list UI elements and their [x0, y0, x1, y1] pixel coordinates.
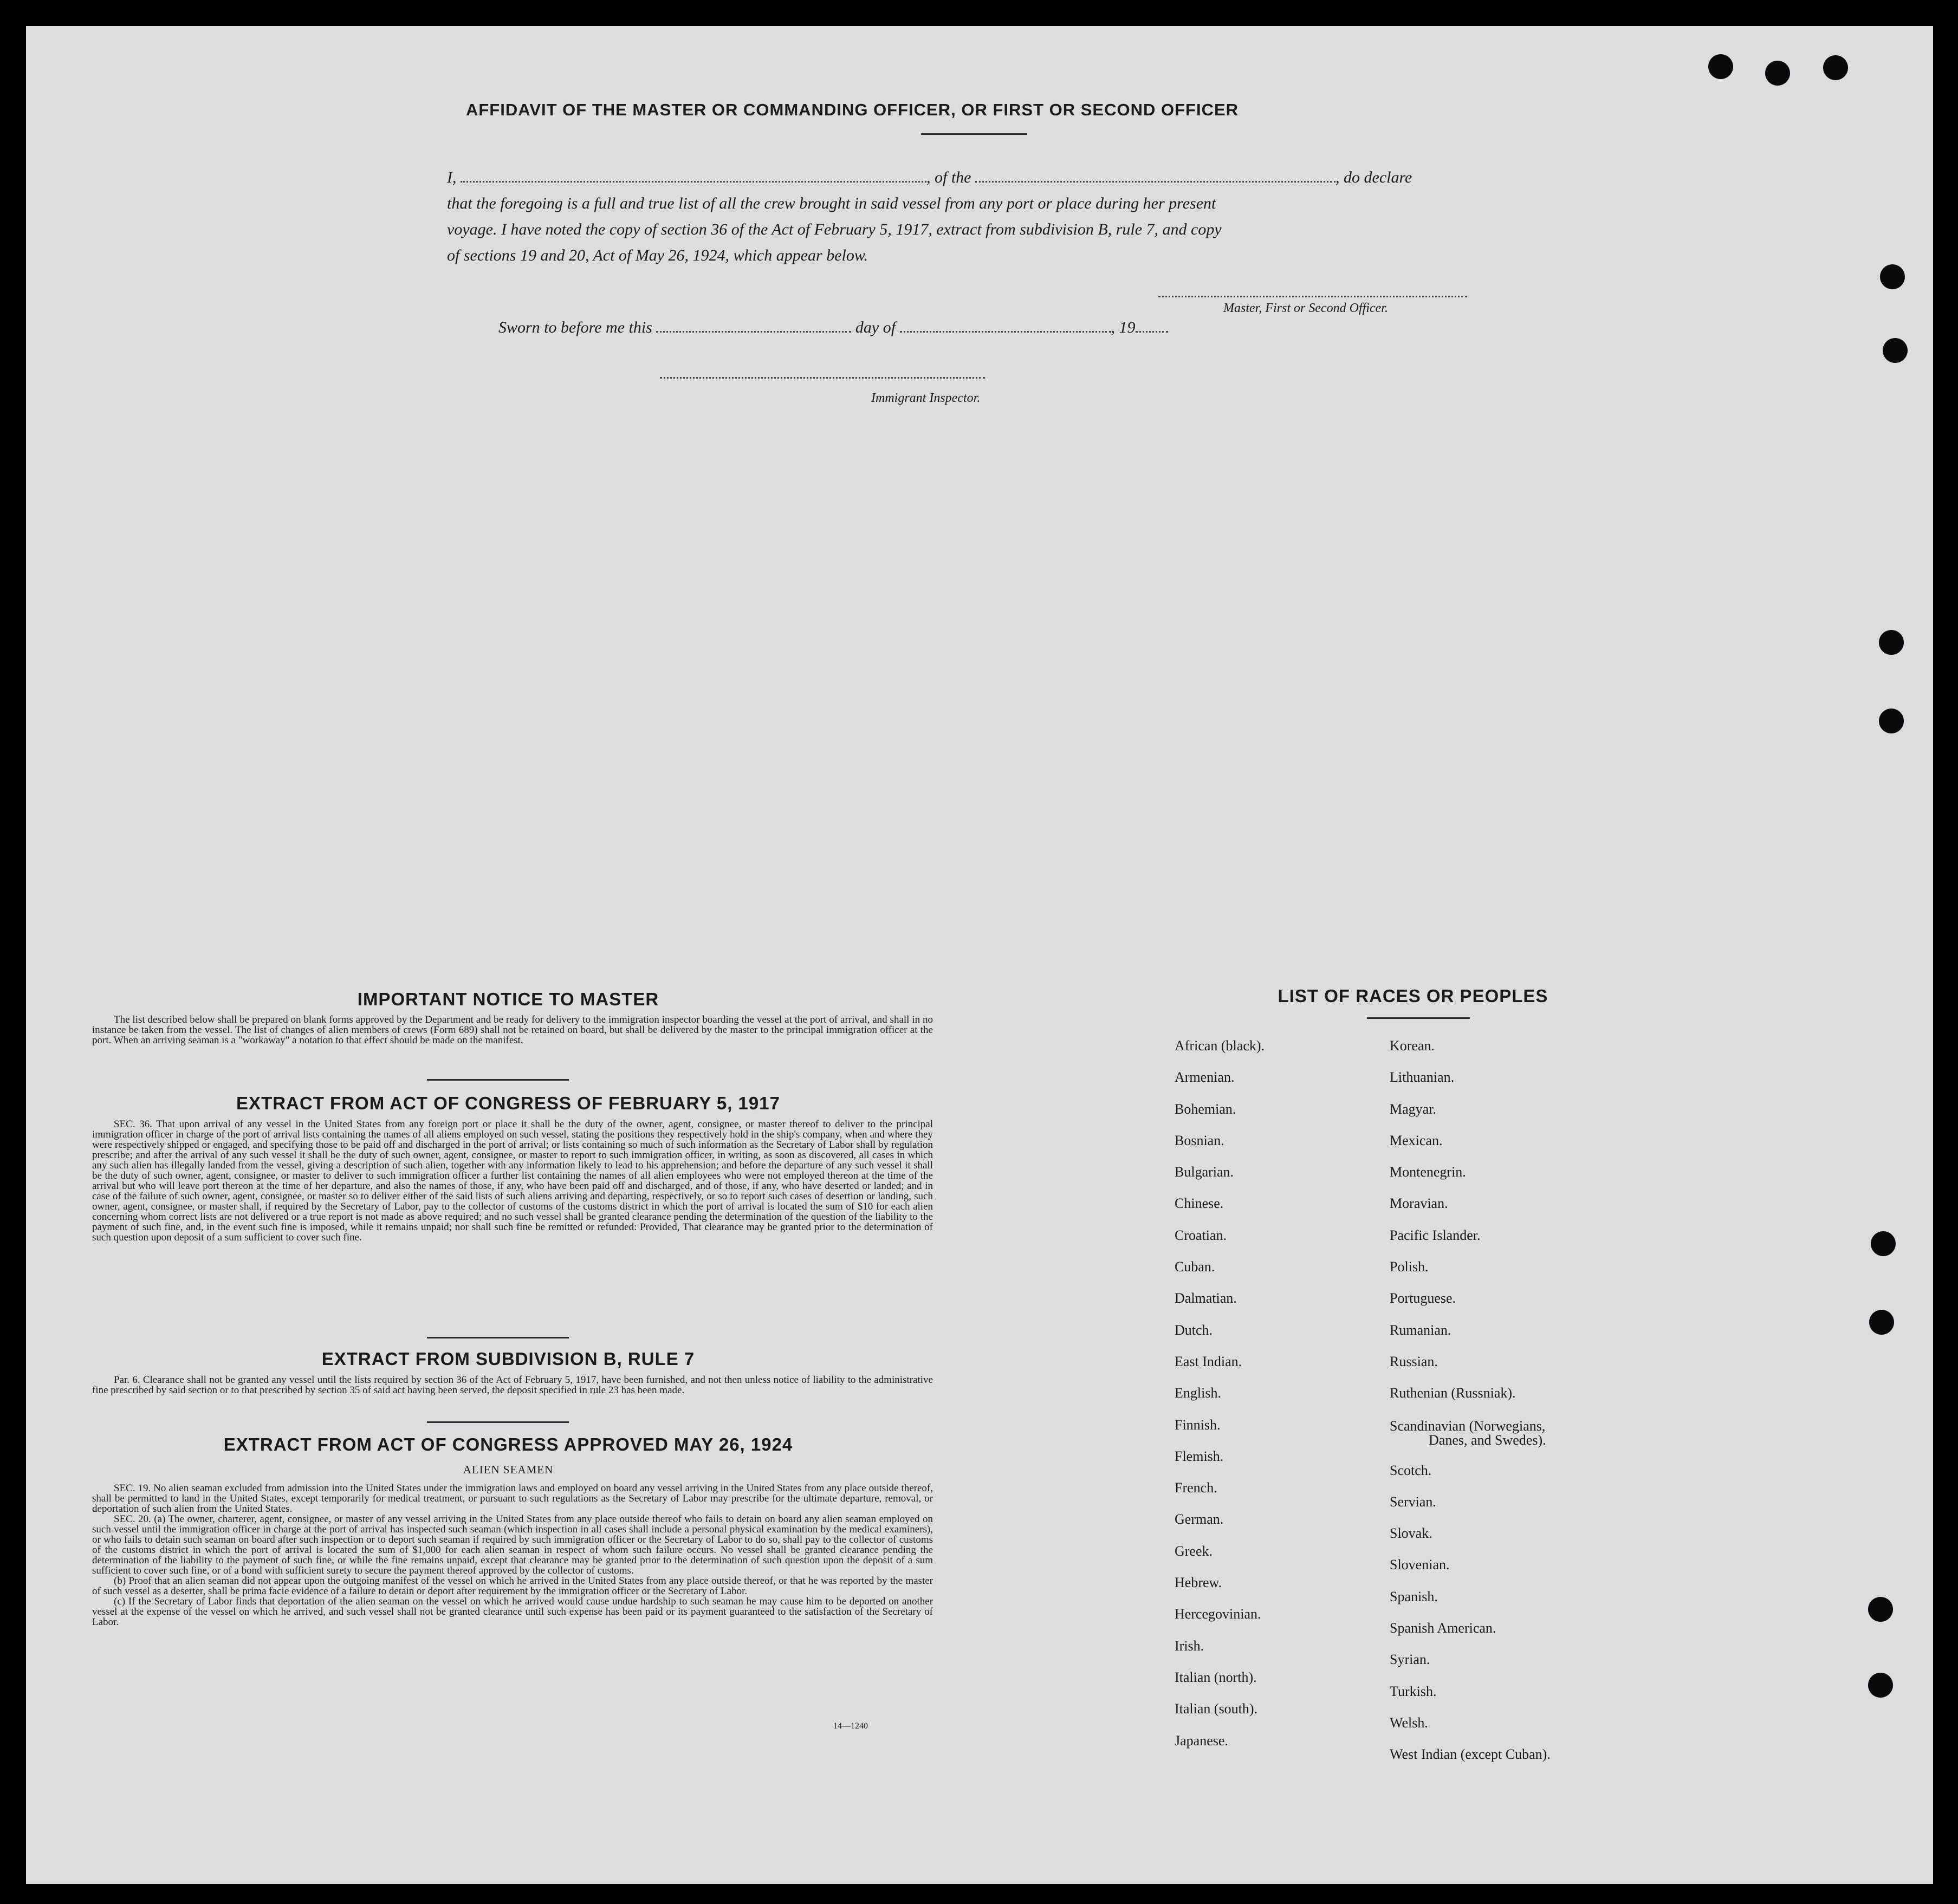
race-item: Danes, and Swedes). [1429, 1432, 1546, 1448]
race-item: West Indian (except Cuban). [1390, 1746, 1551, 1763]
alien-seamen-subtitle: ALIEN SEAMEN [463, 1463, 554, 1476]
race-item: German. [1175, 1511, 1224, 1528]
extract-1924-title: EXTRACT FROM ACT OF CONGRESS APPROVED MAY 26, 1924 [223, 1434, 793, 1454]
race-item: Scandinavian (Norwegians, [1390, 1418, 1546, 1434]
punch-hole [1823, 55, 1848, 80]
section-20b-text: (b) Proof that an alien seaman did not appear upon the outgoing manifest of the vessel on which he arrived in the United States from any place outside thereof, or that he was reported by the master of such vessel as a deserter, shall be prima facie evidence of a failure to detain or deport after requirement by the immigration officer or the Secretary of Labor. [92, 1575, 933, 1597]
race-item: Dutch. [1175, 1322, 1213, 1338]
race-item: Greek. [1175, 1543, 1213, 1559]
race-item: Welsh. [1390, 1714, 1428, 1731]
punch-hole [1868, 1597, 1893, 1622]
race-item: Italian (south). [1175, 1701, 1258, 1717]
declaration-line-1: that the foregoing is a full and true list of all the crew brought in said vessel from any port or place during her present [447, 194, 1216, 212]
extract-1924-body [92, 1483, 933, 1627]
declaration-line-3: of sections 19 and 20, Act of May 26, 1924, which appear below. [447, 246, 868, 264]
rule-7-text: Par. 6. Clearance shall not be granted any vessel until the lists required by section 36 of the Act of February 5, 1917, have been furnished, and not then unless notice of liability to the administrative fine prescribed by said section or to that prescribed by section 35 of said act having been served, the deposit specified in rule 23 has been made. [92, 1374, 933, 1396]
punch-hole [1868, 1673, 1893, 1698]
sworn-year-field[interactable] [1136, 331, 1168, 333]
race-item: Magyar. [1390, 1101, 1436, 1117]
section-rule [427, 1337, 569, 1338]
year-prefix: , 19 [1111, 319, 1136, 336]
race-item: Ruthenian (Russniak). [1390, 1385, 1516, 1401]
race-item: Japanese. [1175, 1732, 1228, 1749]
races-title-rule [1367, 1017, 1470, 1019]
section-rule [427, 1421, 569, 1423]
punch-hole [1708, 54, 1733, 79]
punch-hole [1880, 264, 1905, 289]
race-item: French. [1175, 1480, 1217, 1496]
race-item: Dalmatian. [1175, 1290, 1237, 1307]
sworn-line [498, 319, 1168, 337]
declarant-name-field[interactable] [461, 181, 926, 183]
race-item: Bosnian. [1175, 1132, 1224, 1148]
sworn-label: Sworn to before me this [498, 319, 652, 336]
do-declare-label: , do declare [1335, 168, 1412, 186]
notice-title: IMPORTANT NOTICE TO MASTER [357, 989, 659, 1009]
section-19-text: SEC. 19. No alien seaman excluded from admission into the United States under the immigration laws and employed on board any vessel arriving in the United States from any place outside thereof, shall be permitted to land in the United States, except temporarily for medical treatment, or pursuant to such regulations as the Secretary of Labor may prescribe for the ultimate departure, removal, or deportation of such alien from the United States. [92, 1483, 933, 1515]
race-item: Irish. [1175, 1637, 1204, 1654]
race-item: Pacific Islander. [1390, 1227, 1481, 1243]
race-item: Lithuanian. [1390, 1069, 1455, 1086]
punch-hole [1879, 630, 1904, 655]
race-item: Portuguese. [1390, 1290, 1456, 1307]
race-item: Finnish. [1175, 1416, 1221, 1433]
vessel-name-field[interactable] [975, 181, 1335, 183]
races-list-right [1390, 1030, 1551, 1771]
affidavit-title: AFFIDAVIT OF THE MASTER OR COMMANDING OFFICER, OR FIRST OR SECOND OFFICER [465, 100, 1239, 119]
extract-rule7-title: EXTRACT FROM SUBDIVISION B, RULE 7 [321, 1349, 695, 1369]
punch-hole [1869, 1310, 1894, 1335]
extract-1917-body [92, 1119, 933, 1243]
day-of-label: day of [855, 319, 896, 336]
race-item: Bulgarian. [1175, 1164, 1234, 1180]
races-list-left [1175, 1030, 1265, 1757]
race-item: Polish. [1390, 1259, 1429, 1275]
race-item: Spanish American. [1390, 1620, 1496, 1636]
race-item: Hercegovinian. [1175, 1606, 1261, 1622]
section-rule [427, 1079, 569, 1081]
affidavit-declaration [447, 165, 1536, 269]
race-item: Italian (north). [1175, 1669, 1257, 1685]
race-item: Spanish. [1390, 1588, 1438, 1604]
race-item: English. [1175, 1385, 1221, 1401]
sworn-day-field[interactable] [656, 331, 851, 333]
race-item: Rumanian. [1390, 1322, 1451, 1338]
master-signature-label: Master, First or Second Officer. [1223, 301, 1388, 315]
extract-rule7-body [92, 1375, 933, 1395]
race-item: Syrian. [1390, 1652, 1430, 1668]
punch-hole [1871, 1231, 1896, 1256]
punch-hole [1879, 709, 1904, 733]
race-item: Croatian. [1175, 1227, 1227, 1243]
document-page [26, 26, 1933, 1884]
race-item: Cuban. [1175, 1259, 1215, 1275]
section-36-text: SEC. 36. That upon arrival of any vessel in the United States from any foreign port or place it shall be the duty of the owner, agent, consignee, or master thereof to deliver to the principal immigration officer in charge of the port of arrival lists containing the names of all aliens employed on such vessel, stating the positions they respectively hold in the ship's company, when and where they were respectively shipped or engaged, and specifying those to be paid off and discharged in the port of arrival; or lists containing so much of such information as the Secretary of Labor shall by regulation prescribe; and after the arrival of any such vessel it shall be the duty of such owner, agent, consignee, or master to report to such immigration officer, in writing, as soon as discovered, all cases in which any such alien has illegally landed from the vessel, giving a description of such alien, together with any information likely to lead to his apprehension; and before the departure of any such vessel it shall be the duty of such owner, agent, consignee, or master to deliver to such immigration officer a further list containing the names of all alien employees who were not employed thereon at the time of the arrival but who will leave port thereon at the time of her departure, and also the names of those, if any, who have been paid off and discharged, and of those, if any, who have deserted or landed; and in case of the failure of such owner, agent, consignee, or master so to deliver either of the said lists of such aliens arriving and departing, respectively, or so to report such cases of desertion or landing, such owner, agent, consignee, or master shall, if required by the Secretary of Labor, pay to the collector of customs of the customs district in which the port of arrival is located the sum of $10 for each alien concerning whom correct lists are not delivered or a true report is not made as above required; and no such vessel shall be granted clearance pending the determination of the question of the liability to the payment of such fine, and, in the event such fine is imposed, while it remains unpaid; nor shall such fine be remitted or refunded: Provided, That clearance may be granted prior to the determination of such question upon deposit of a sum sufficient to cover such fine. [92, 1119, 933, 1243]
race-item: Montenegrin. [1390, 1164, 1466, 1180]
declarant-label: I, [447, 168, 457, 186]
race-item: Servian. [1390, 1493, 1436, 1510]
race-item: Moravian. [1390, 1195, 1448, 1212]
declaration-line-2: voyage. I have noted the copy of section 36 of the Act of February 5, 1917, extract from subdivision B, rule 7, and copy [447, 220, 1222, 238]
of-the-label: , of the [926, 168, 971, 186]
race-item: Turkish. [1390, 1683, 1437, 1699]
affidavit-title-rule [921, 133, 1027, 135]
section-20c-text: (c) If the Secretary of Labor finds that deportation of the alien seaman on the vessel on which he arrived would cause undue hardship to such seaman he may cause him to be deported on another vessel at the expense of the vessel on which he arrived, and such vessel shall not be granted clearance until such expense has been paid or its payment guaranteed to the satisfaction of the Secretary of Labor. [92, 1596, 933, 1628]
race-item: Chinese. [1175, 1195, 1224, 1212]
race-item: Korean. [1390, 1038, 1435, 1054]
section-20a-text: SEC. 20. (a) The owner, charterer, agent, consignee, or master of any vessel arriving in the United States from any place outside thereof who fails to detain on board any alien seaman employed on such vessel until the immigration officer in charge at the port of arrival has inspected such seaman (which inspection in all cases shall include a personal physical examination by the medical examiners), or who fails to detain such seaman on board after such inspection or to deport such seaman if required by such immigration officer or the Secretary of Labor to do so, shall pay to the collector of customs of the customs district in which the port of arrival is located the sum of $1,000 for each alien seaman in respect of whom such failure occurs. No vessel shall be granted clearance pending the determination of the liability to the payment of such fine, or while the fine remains unpaid, except that clearance may be granted prior to the determination of such question upon the deposit of a sum sufficient to cover such fine, or of a bond with sufficient surety to secure the payment thereof approved by the collector of customs. [92, 1513, 933, 1576]
sworn-month-field[interactable] [900, 331, 1111, 333]
inspector-signature-line[interactable] [660, 377, 985, 379]
race-item: Armenian. [1175, 1069, 1235, 1086]
form-number: 14—1240 [833, 1721, 868, 1731]
master-signature-line[interactable] [1158, 296, 1467, 297]
notice-body [92, 1015, 933, 1045]
race-item: Hebrew. [1175, 1575, 1222, 1591]
race-item: Scotch. [1390, 1462, 1432, 1478]
notice-text: The list described below shall be prepared on blank forms approved by the Department and be ready for delivery to the immigration inspector boarding the vessel at the port of arrival, and shall in no instance be taken from the vessel. The list of changes of alien members of crews (Form 689) shall not be retained on board, but shall be delivered by the master to the principal immigration officer at the port. When an arriving seaman is a "workaway" a notation to that effect should be made on the manifest. [92, 1014, 933, 1046]
inspector-label: Immigrant Inspector. [871, 391, 981, 405]
race-item: Slovenian. [1390, 1557, 1450, 1573]
race-item: East Indian. [1175, 1353, 1242, 1369]
race-item: African (black). [1175, 1038, 1265, 1054]
races-title: LIST OF RACES OR PEOPLES [1278, 986, 1548, 1006]
punch-hole [1883, 338, 1908, 363]
race-item: Flemish. [1175, 1448, 1224, 1464]
race-item: Russian. [1390, 1353, 1438, 1369]
punch-hole [1765, 61, 1790, 86]
extract-1917-title: EXTRACT FROM ACT OF CONGRESS OF FEBRUARY 5, 1917 [236, 1093, 780, 1113]
race-item: Slovak. [1390, 1525, 1432, 1542]
race-item: Bohemian. [1175, 1101, 1236, 1117]
race-item: Mexican. [1390, 1132, 1443, 1148]
